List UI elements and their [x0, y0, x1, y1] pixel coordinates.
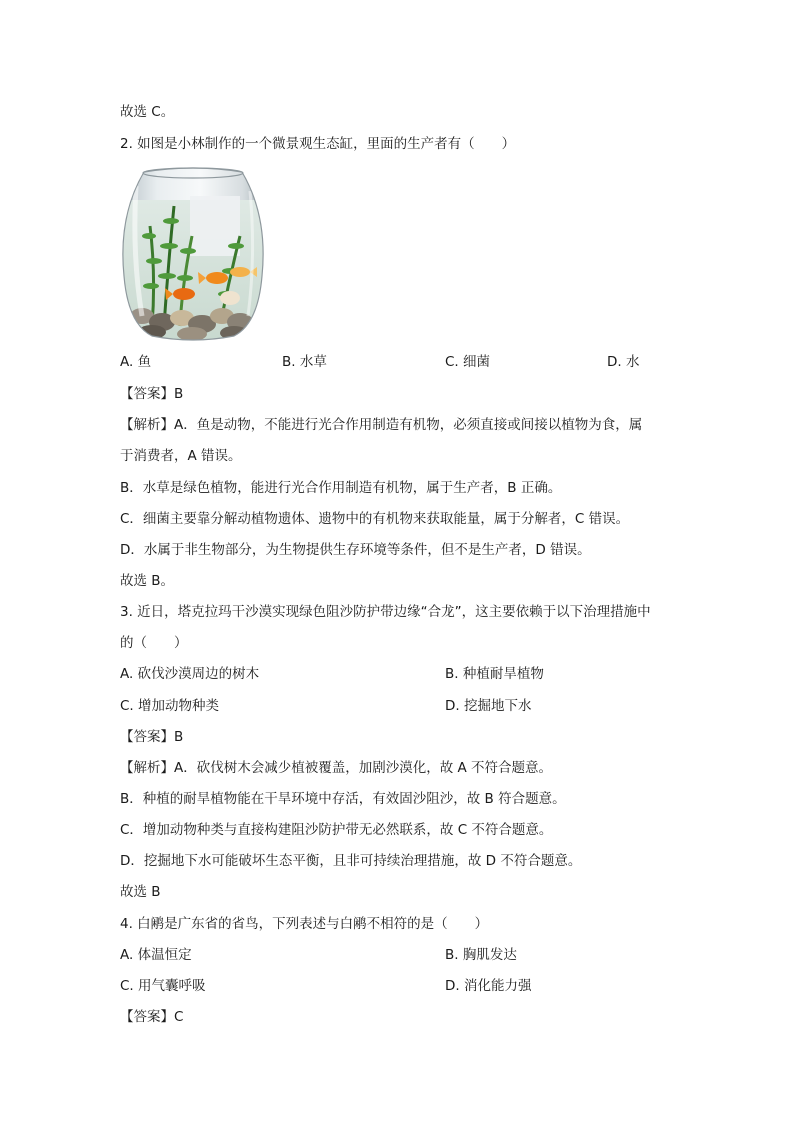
q3-stem-line: 的（ ） [120, 635, 188, 651]
q3-answer: 【答案】B [120, 729, 184, 745]
q4-option-d: D. 消化能力强 [445, 978, 532, 994]
q4-stem: 4. 白鹇是广东省的省鸟，下列表述与白鹇不相符的是（ ） [120, 916, 489, 932]
q2-conclusion: 故选 B。 [120, 573, 175, 589]
q1-conclusion: 故选 C。 [120, 104, 175, 120]
q4-option-b: B. 胸肌发达 [445, 947, 517, 963]
q2-option-d: D. 水 [607, 354, 640, 370]
q2-analysis-line: B．水草是绿色植物，能进行光合作用制造有机物，属于生产者，B 正确。 [120, 480, 562, 496]
q3-option-d: D. 挖掘地下水 [445, 698, 532, 714]
q2-analysis-line: C．细菌主要靠分解动植物遗体、遗物中的有机物来获取能量，属于分解者，C 错误。 [120, 511, 630, 527]
q3-analysis-line: D．挖掘地下水可能破坏生态平衡，且非可持续治理措施，故 D 不符合题意。 [120, 853, 582, 869]
q2-stem: 2. 如图是小林制作的一个微景观生态缸，里面的生产者有（ ） [120, 136, 516, 152]
q4-option-c: C. 用气囊呼吸 [120, 978, 206, 994]
q2-analysis-line: D．水属于非生物部分，为生物提供生存环境等条件，但不是生产者，D 错误。 [120, 542, 591, 558]
q3-conclusion: 故选 B [120, 884, 161, 900]
q3-analysis-line: B．种植的耐旱植物能在干旱环境中存活，有效固沙阻沙，故 B 符合题意。 [120, 791, 566, 807]
q2-analysis-line: 【解析】A．鱼是动物，不能进行光合作用制造有机物，必须直接或间接以植物为食，属 [120, 417, 643, 433]
q4-answer: 【答案】C [120, 1009, 184, 1025]
q3-analysis-line: C．增加动物种类与直接构建阻沙防护带无必然联系，故 C 不符合题意。 [120, 822, 553, 838]
q3-option-a: A. 砍伐沙漠周边的树木 [120, 666, 260, 682]
q3-stem-line: 3. 近日，塔克拉玛干沙漠实现绿色阻沙防护带边缘“合龙”，这主要依赖于以下治理措施中 [120, 604, 651, 620]
q2-analysis-line: 于消费者，A 错误。 [120, 448, 242, 464]
q3-analysis-line: 【解析】A．砍伐树木会减少植被覆盖，加剧沙漠化，故 A 不符合题意。 [120, 760, 553, 776]
q2-option-c: C. 细菌 [445, 354, 491, 370]
q2-option-a: A. 鱼 [120, 354, 152, 370]
q2-answer: 【答案】B [120, 386, 184, 402]
q4-option-a: A. 体温恒定 [120, 947, 192, 963]
q2-option-b: B. 水草 [282, 354, 327, 370]
q3-option-c: C. 增加动物种类 [120, 698, 220, 714]
q3-option-b: B. 种植耐旱植物 [445, 666, 544, 682]
fish-tank-illustration [122, 166, 264, 341]
